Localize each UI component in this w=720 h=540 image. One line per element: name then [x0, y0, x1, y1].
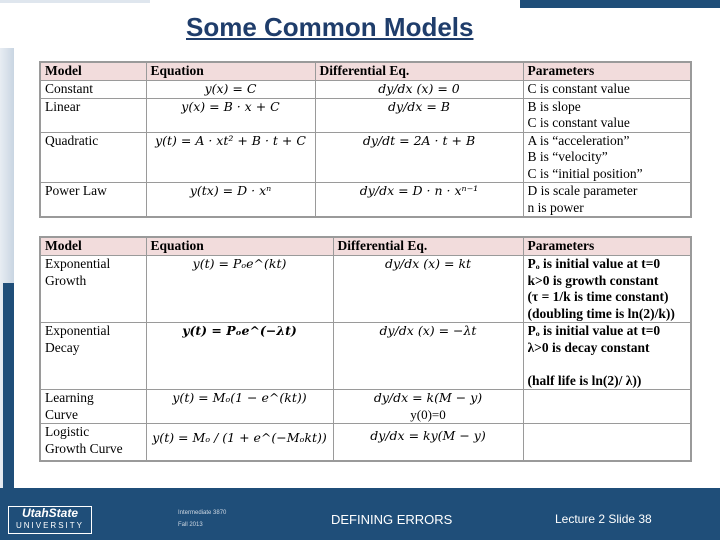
equation-text: y(t) = Pₒe^(kt) [192, 256, 287, 271]
param-line: B is slope [527, 98, 581, 114]
param-line: C is “initial position” [527, 165, 643, 181]
table-row [40, 132, 691, 183]
param-line: λ>0 is decay constant [527, 339, 650, 355]
header-model: Model [40, 62, 146, 81]
top-accent-light [0, 0, 150, 3]
model-name: Logistic [45, 424, 90, 439]
param-line: n is power [527, 199, 584, 215]
equation-text: y(t) = Mₒ(1 − e^(kt)) [172, 390, 307, 405]
equation-text: y(t) = Pₒe^(−λt) [182, 323, 297, 338]
diffeq-condition: y(0)=0 [410, 406, 446, 422]
table-row [40, 390, 691, 424]
param-line: B is “velocity” [527, 149, 608, 164]
equation-cell [146, 256, 333, 323]
params-cell [523, 390, 691, 424]
term-label: Fall 2013 [178, 522, 203, 528]
table-header-row [40, 62, 691, 81]
param-line: A is “acceleration” [527, 132, 630, 148]
param-line: Pₒ is initial value at t=0 [527, 323, 661, 338]
params-cell [523, 132, 691, 183]
header-model: Model [40, 237, 146, 256]
params-cell [523, 183, 691, 218]
diffeq-cell [333, 424, 523, 462]
model-name: Power Law [45, 183, 107, 198]
param-line: D is scale parameter [527, 183, 638, 198]
diffeq-text: dy/dt = 2A · t + B [362, 132, 476, 148]
header-parameters: Parameters [523, 237, 691, 256]
section-label: DEFINING ERRORS [331, 512, 453, 527]
model-name: Exponential [45, 323, 111, 338]
diffeq-cell [333, 256, 523, 323]
params-cell [523, 81, 691, 99]
models-table-2 [39, 236, 692, 462]
models-table-1 [39, 61, 692, 218]
model-name: Decay [45, 339, 80, 355]
params-cell [523, 323, 691, 390]
table-row [40, 256, 691, 323]
course-label: Intermediate 3870 [178, 510, 227, 516]
param-line: Pₒ is initial value at t=0 [527, 256, 661, 271]
param-line: (half life is ln(2)/ λ)) [527, 372, 642, 388]
model-name: Exponential [45, 256, 111, 271]
table-row [40, 81, 691, 99]
equation-cell [146, 323, 333, 390]
diffeq-text: dy/dx = D · n · xⁿ⁻¹ [359, 183, 479, 198]
diffeq-text: dy/dx (x) = kt [384, 256, 472, 271]
footer-bar [0, 488, 720, 540]
diffeq-text: dy/dx (x) = 0 [378, 81, 460, 96]
diffeq-cell [315, 81, 523, 99]
model-name: Curve [45, 406, 78, 422]
diffeq-cell [315, 98, 523, 132]
equation-text: y(tx) = D · xⁿ [189, 183, 272, 198]
diffeq-cell [315, 183, 523, 218]
param-line: k>0 is growth constant [527, 272, 659, 288]
diffeq-text: dy/dx = k(M − y) [373, 390, 483, 405]
diffeq-text: dy/dx = ky(M − y) [370, 428, 486, 443]
model-cell [40, 183, 146, 218]
equation-text: y(x) = C [204, 81, 257, 96]
diffeq-text: dy/dx = B [388, 98, 450, 114]
table-row [40, 98, 691, 132]
param-line: C is constant value [527, 115, 630, 130]
diffeq-cell [333, 390, 523, 424]
params-cell [523, 424, 691, 462]
params-cell [523, 256, 691, 323]
model-cell [40, 81, 146, 99]
model-name: Quadratic [45, 132, 99, 148]
param-line: C is constant value [527, 81, 630, 96]
model-name: Learning [45, 390, 94, 405]
equation-cell [146, 98, 315, 132]
university-logo [8, 506, 92, 534]
equation-cell [146, 132, 315, 183]
left-accent-stripe [3, 283, 14, 513]
model-name: Constant [45, 81, 94, 96]
header-parameters: Parameters [523, 62, 691, 81]
slide-title: Some Common Models [186, 12, 474, 42]
header-equation: Equation [146, 62, 315, 81]
equation-cell [146, 390, 333, 424]
diffeq-text: dy/dx (x) = −λt [379, 323, 477, 338]
diffeq-cell [315, 132, 523, 183]
table-row [40, 323, 691, 390]
table-row [40, 424, 691, 462]
logo-line-2: UNIVERSITY [15, 521, 84, 530]
model-name: Growth Curve [45, 440, 123, 456]
top-accent-bar [0, 0, 720, 12]
param-line [528, 356, 687, 373]
logo-line-1: UtahState [21, 506, 78, 520]
diffeq-cell [333, 323, 523, 390]
header-diffeq: Differential Eq. [333, 237, 523, 256]
equation-text: y(t) = A · xt² + B · t + C [155, 132, 306, 148]
param-line: (doubling time is ln(2)/k)) [527, 305, 675, 321]
params-cell [523, 98, 691, 132]
left-accent-bar [0, 48, 14, 488]
equation-cell [146, 81, 315, 99]
equation-text: y(x) = B · x + C [181, 98, 280, 114]
slide-number: Lecture 2 Slide 38 [555, 512, 652, 526]
model-cell [40, 98, 146, 132]
equation-text: y(t) = Mₒ / (1 + e^(−Mₒkt)) [152, 430, 327, 445]
header-diffeq: Differential Eq. [315, 62, 523, 81]
model-cell [40, 424, 146, 462]
model-cell [40, 132, 146, 183]
model-name: Growth [45, 272, 87, 288]
model-name: Linear [45, 98, 81, 114]
model-cell [40, 323, 146, 390]
param-line: (τ = 1/k is time constant) [527, 289, 669, 304]
table-row [40, 183, 691, 218]
model-cell [40, 256, 146, 323]
top-accent-dark [520, 0, 720, 8]
table-header-row [40, 237, 691, 256]
model-cell [40, 390, 146, 424]
header-equation: Equation [146, 237, 333, 256]
equation-cell [146, 424, 333, 462]
equation-cell [146, 183, 315, 218]
